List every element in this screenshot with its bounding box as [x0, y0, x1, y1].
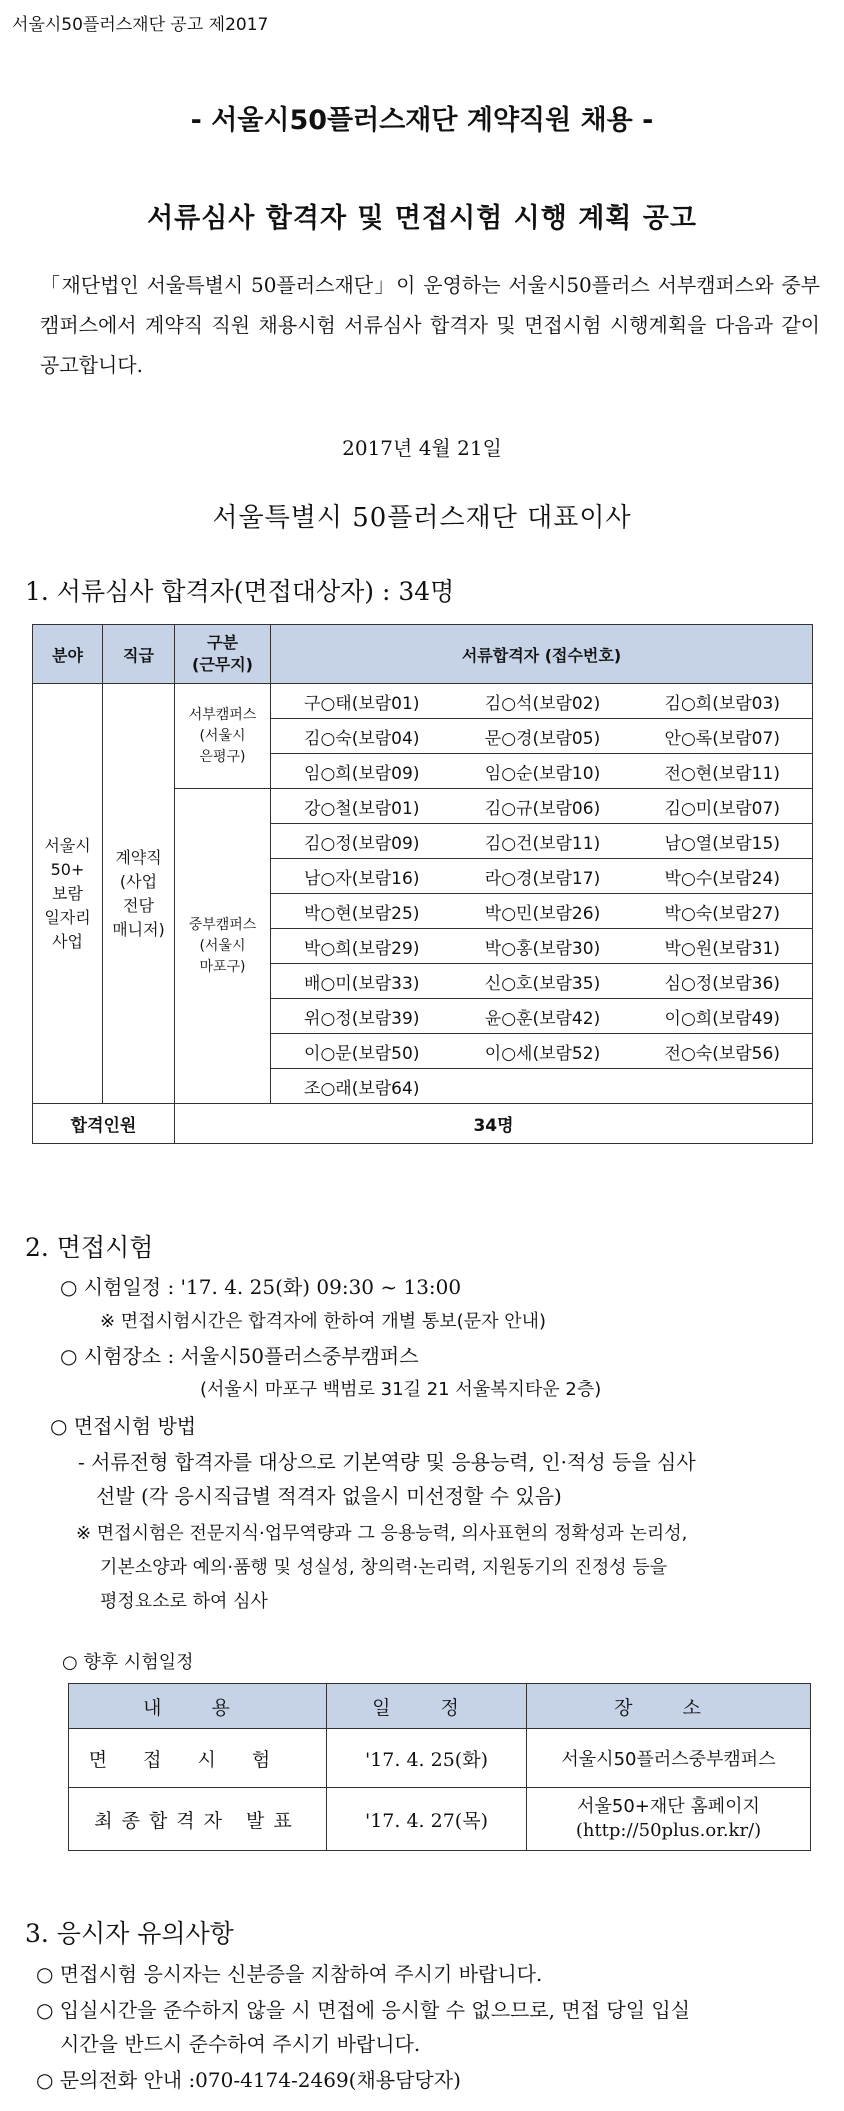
schedule-item: 면접시험	[69, 1729, 327, 1788]
passer-name: 이○희(보람49)	[633, 999, 813, 1034]
passer-name: 위○정(보람39)	[271, 999, 453, 1034]
method-line2: 선발 (각 응시직급별 적격자 없을시 미선정할 수 있음)	[96, 1484, 562, 1508]
passer-name: 임○희(보람09)	[271, 754, 453, 789]
section2-heading: 2. 면접시험	[25, 1233, 154, 1262]
passer-name: 신○호(보람35)	[453, 964, 633, 999]
schedule-date: '17. 4. 25(화)	[327, 1729, 527, 1788]
schedule-header-date: 일 정	[327, 1684, 527, 1729]
method-note2: 기본소양과 예의·품행 및 성실성, 창의력·논리력, 지원동기의 진정성 등을	[100, 1557, 668, 1578]
note-arrival-time-cont: 시간을 반드시 준수하여 주시기 바랍니다.	[60, 2032, 421, 2056]
note-arrival-time: ○ 입실시간을 준수하지 않을 시 면접에 응시할 수 없으므로, 면접 당일 입실	[36, 1998, 691, 2022]
passer-name: 박○희(보람29)	[271, 929, 453, 964]
passer-name: 조○래(보람64)	[271, 1069, 453, 1104]
passer-name: 김○정(보람09)	[271, 824, 453, 859]
passers-table	[32, 624, 813, 1144]
passer-name: 남○자(보람16)	[271, 859, 453, 894]
method-line1: - 서류전형 합격자를 대상으로 기본역량 및 응용능력, 인·적성 등을 심사	[78, 1450, 696, 1474]
passer-name: 구○태(보람01)	[271, 684, 453, 719]
header-division: 구분 (근무지)	[175, 625, 271, 684]
header-grade: 직급	[103, 625, 175, 684]
passer-name: 심○정(보람36)	[633, 964, 813, 999]
passer-name: 남○열(보람15)	[633, 824, 813, 859]
passer-name: 윤○훈(보람42)	[453, 999, 633, 1034]
passer-name: 임○순(보람10)	[453, 754, 633, 789]
schedule-date: '17. 4. 27(목)	[327, 1788, 527, 1851]
schedule-place: 서울시50플러스중부캠퍼스	[527, 1729, 811, 1788]
passer-name: 전○현(보람11)	[633, 754, 813, 789]
passer-name: 김○미(보람07)	[633, 789, 813, 824]
header-field: 분야	[33, 625, 103, 684]
passer-name: 박○원(보람31)	[633, 929, 813, 964]
passer-name: 김○석(보람02)	[453, 684, 633, 719]
document-subtitle: - 서울시50플러스재단 계약직원 채용 -	[190, 105, 654, 136]
passer-name: 이○문(보람50)	[271, 1034, 453, 1069]
section3-heading: 3. 응시자 유의사항	[25, 1919, 234, 1948]
method-note1: ※ 면접시험은 전문지식·업무역량과 그 응용능력, 의사표현의 정확성과 논리성,	[76, 1523, 688, 1544]
method-heading: ○ 면접시험 방법	[50, 1414, 197, 1438]
page-title: 서류심사 합격자 및 면접시험 시행 계획 공고	[147, 203, 697, 234]
signer: 서울특별시 50플러스재단 대표이사	[212, 503, 632, 533]
document-number: 서울시50플러스재단 공고 제2017	[12, 15, 269, 35]
passer-name: 이○세(보람52)	[453, 1034, 633, 1069]
passer-name: 배○미(보람33)	[271, 964, 453, 999]
passer-name: 박○숙(보람27)	[633, 894, 813, 929]
passer-name: 박○수(보람24)	[633, 859, 813, 894]
total-label: 합격인원	[33, 1104, 175, 1144]
passer-name: 김○건(보람11)	[453, 824, 633, 859]
passer-name: 강○철(보람01)	[271, 789, 453, 824]
passer-name: 김○숙(보람04)	[271, 719, 453, 754]
total-value: 34명	[175, 1104, 813, 1144]
exam-date: ○ 시험일정 : '17. 4. 25(화) 09:30 ~ 13:00	[60, 1275, 462, 1299]
exam-place: ○ 시험장소 : 서울시50플러스중부캠퍼스	[60, 1344, 419, 1368]
passer-name: 문○경(보람05)	[453, 719, 633, 754]
contact-phone: ○ 문의전화 안내 :070-4174-2469(채용담당자)	[36, 2068, 461, 2092]
note-id-card: ○ 면접시험 응시자는 신분증을 지참하여 주시기 바랍니다.	[36, 1962, 543, 1986]
header-passers: 서류합격자 (접수번호)	[271, 625, 813, 684]
exam-place-address: (서울시 마포구 백범로 31길 21 서울복지타운 2층)	[200, 1379, 602, 1400]
west-campus-cell: 서부캠퍼스 (서울시 은평구)	[175, 684, 271, 789]
passer-name	[453, 1069, 633, 1104]
exam-date-note: ※ 면접시험시간은 합격자에 한하여 개별 통보(문자 안내)	[100, 1311, 546, 1332]
homepage-link[interactable]: (http://50plus.or.kr/)	[575, 1820, 762, 1841]
passer-name: 안○록(보람07)	[633, 719, 813, 754]
schedule-item: 최종합격자 발표	[69, 1788, 327, 1851]
passer-name	[633, 1069, 813, 1104]
passer-name: 박○홍(보람30)	[453, 929, 633, 964]
section1-heading: 1. 서류심사 합격자(면접대상자) : 34명	[25, 577, 455, 606]
passer-name: 전○숙(보람56)	[633, 1034, 813, 1069]
schedule-heading: ○ 향후 시험일정	[62, 1652, 194, 1673]
passer-name: 김○규(보람06)	[453, 789, 633, 824]
grade-cell: 계약직 (사업 전담 매니저)	[103, 684, 175, 1104]
field-cell: 서울시 50+ 보람 일자리 사업	[33, 684, 103, 1104]
schedule-place: 서울50+재단 홈페이지	[577, 1796, 760, 1817]
passer-name: 김○희(보람03)	[633, 684, 813, 719]
intro-paragraph: 「재단법인 서울특별시 50플러스재단」이 운영하는 서울시50플러스 서부캠퍼스와 중부캠퍼스에서 계약직 직원 채용시험 서류심사 합격자 및 면접시험 시행계획을 다음과 같이 공고합니다.	[40, 273, 820, 377]
passer-name: 박○민(보람26)	[453, 894, 633, 929]
passer-name: 라○경(보람17)	[453, 859, 633, 894]
central-campus-cell: 중부캠퍼스 (서울시 마포구)	[175, 789, 271, 1104]
schedule-header-place: 장 소	[527, 1684, 811, 1729]
announcement-date: 2017년 4월 21일	[342, 436, 502, 460]
passer-name: 박○현(보람25)	[271, 894, 453, 929]
schedule-header-item: 내 용	[69, 1684, 327, 1729]
schedule-table	[68, 1683, 811, 1851]
method-note3: 평정요소로 하여 심사	[100, 1591, 268, 1612]
